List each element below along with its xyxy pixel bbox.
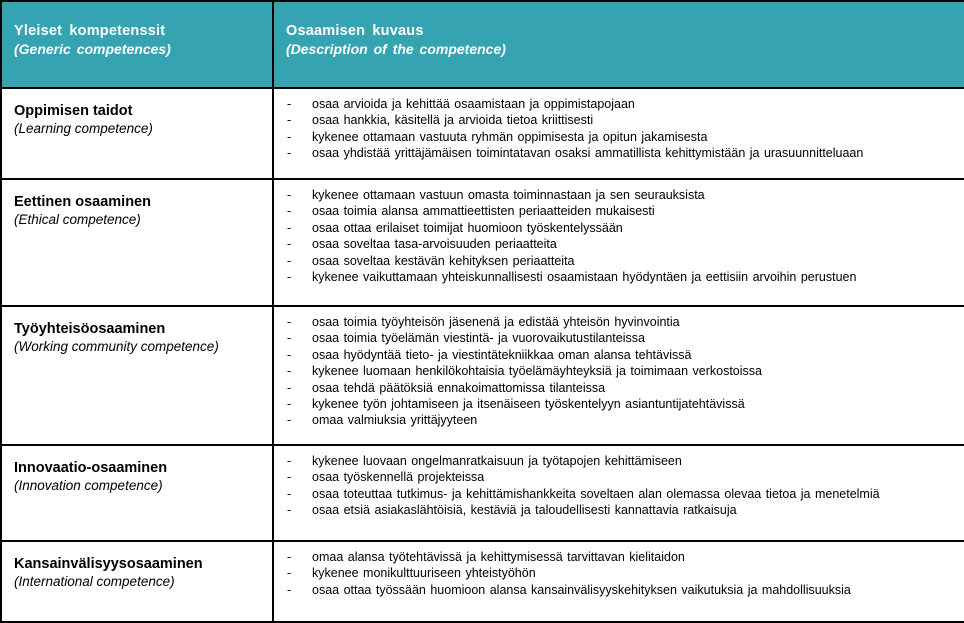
bullet-text: osaa toimia työyhteisön jäsenenä ja edistää yhteisön hyvinvointia	[312, 315, 680, 329]
competence-subtitle: (International competence)	[14, 574, 175, 589]
bullet-text: osaa hankkia, käsitellä ja arvioida tietoa kriittisesti	[312, 113, 594, 128]
bullet-dash: -	[287, 550, 292, 564]
bullet-item	[287, 582, 958, 598]
competence-title: Eettinen osaaminen	[14, 194, 151, 210]
bullet-dash: -	[287, 380, 292, 395]
bullet-item	[287, 363, 958, 379]
competence-subtitle: (Innovation competence)	[14, 478, 163, 493]
bullet-dash: -	[287, 253, 292, 268]
competence-subtitle: (Ethical competence)	[14, 212, 141, 227]
bullet-item	[287, 565, 958, 581]
bullet-text: osaa toimia alansa ammattieettisten periaatteiden mukaisesti	[312, 204, 655, 219]
bullet-dash: -	[287, 331, 292, 346]
competence-description-list	[287, 187, 958, 285]
competence-title: Innovaatio-osaaminen	[14, 460, 168, 476]
competence-description-list	[287, 314, 958, 429]
competence-row-innovation	[1, 445, 964, 541]
bullet-item	[287, 112, 958, 128]
bullet-text: kykenee monikulttuuriseen yhteistyöhön	[312, 566, 536, 581]
bullet-text: osaa toteuttaa tutkimus- ja kehittämishankkeita soveltaen alan olemassa olevaa tietoa ja menetelmiä	[312, 486, 880, 501]
table-header-row	[1, 1, 964, 88]
bullet-dash: -	[287, 315, 292, 329]
bullet-text: osaa hyödyntää tieto- ja viestintätekniikkaa oman alansa tehtävissä	[312, 347, 692, 362]
bullet-dash: -	[287, 270, 292, 285]
competence-row-international	[1, 541, 964, 622]
bullet-item	[287, 220, 958, 236]
competence-row-working-community	[1, 306, 964, 445]
bullet-item	[287, 145, 958, 161]
competence-title-cell	[1, 88, 273, 179]
competence-title-cell	[1, 541, 273, 622]
competence-description-list	[287, 453, 958, 519]
competence-title-cell	[1, 179, 273, 306]
bullet-text: osaa soveltaa tasa-arvoisuuden periaatteita	[312, 237, 557, 252]
bullet-item	[287, 187, 958, 203]
bullet-item	[287, 96, 958, 112]
bullet-text: kykenee luomaan henkilökohtaisia työelämäyhteyksiä ja toimimaan verkostoissa	[312, 364, 762, 379]
bullet-dash: -	[287, 220, 292, 235]
bullet-item	[287, 314, 958, 330]
bullet-item	[287, 380, 958, 396]
header-cell-generic-competences	[1, 1, 273, 88]
bullet-dash: -	[287, 566, 292, 581]
bullet-dash: -	[287, 188, 292, 202]
bullet-item	[287, 396, 958, 412]
competence-description-list	[287, 96, 958, 162]
header-subtitle-generic: (Generic competences)	[14, 41, 171, 57]
competence-subtitle: (Learning competence)	[14, 121, 153, 136]
competence-title: Kansainvälisyysosaaminen	[14, 556, 203, 572]
bullet-item	[287, 502, 958, 518]
bullet-dash: -	[287, 97, 292, 111]
bullet-item	[287, 549, 958, 565]
bullet-text: kykenee ottamaan vastuuta ryhmän oppimisesta ja opitun jakamisesta	[312, 129, 708, 144]
bullet-dash: -	[287, 470, 292, 485]
bullet-text: osaa ottaa erilaiset toimijat huomioon työskentelyssään	[312, 220, 623, 235]
bullet-item	[287, 269, 958, 285]
header-cell-description	[273, 1, 964, 88]
bullet-item	[287, 453, 958, 469]
bullet-text: osaa ottaa työssään huomioon alansa kansainvälisyyskehityksen vaikutuksia ja mahdollisuuksia	[312, 582, 851, 597]
bullet-dash: -	[287, 113, 292, 128]
bullet-text: osaa arvioida ja kehittää osaamistaan ja oppimistapojaan	[312, 97, 635, 111]
bullet-text: omaa alansa työtehtävissä ja kehittymisessä tarvittavan kielitaidon	[312, 550, 685, 564]
bullet-dash: -	[287, 582, 292, 597]
competence-description-list	[287, 549, 958, 598]
bullet-item	[287, 486, 958, 502]
bullet-dash: -	[287, 413, 292, 428]
bullet-dash: -	[287, 237, 292, 252]
bullet-dash: -	[287, 486, 292, 501]
bullet-text: osaa toimia työelämän viestintä- ja vuorovaikutustilanteissa	[312, 331, 645, 346]
bullet-item	[287, 203, 958, 219]
bullet-text: osaa soveltaa kestävän kehityksen periaatteita	[312, 253, 575, 268]
competence-title-cell	[1, 445, 273, 541]
bullet-text: omaa valmiuksia yrittäjyyteen	[312, 413, 478, 428]
bullet-item	[287, 347, 958, 363]
competence-title: Työyhteisöosaaminen	[14, 321, 166, 337]
competence-description-cell	[273, 306, 964, 445]
competence-row-ethical	[1, 179, 964, 306]
competence-subtitle: (Working community competence)	[14, 339, 219, 354]
bullet-text: kykenee ottamaan vastuun omasta toiminnastaan ja sen seurauksista	[312, 188, 705, 202]
bullet-text: kykenee työn johtamiseen ja itsenäiseen työskentelyyn asiantuntijatehtävissä	[312, 397, 745, 412]
bullet-dash: -	[287, 454, 292, 468]
bullet-dash: -	[287, 129, 292, 144]
bullet-dash: -	[287, 503, 292, 518]
bullet-dash: -	[287, 397, 292, 412]
competence-description-cell	[273, 541, 964, 622]
competence-description-cell	[273, 88, 964, 179]
competence-row-learning	[1, 88, 964, 179]
competence-description-cell	[273, 445, 964, 541]
header-title-generic: Yleiset kompetenssit	[14, 23, 166, 39]
bullet-item	[287, 253, 958, 269]
bullet-text: kykenee vaikuttamaan yhteiskunnallisesti osaamistaan hyödyntäen ja eettisiin arvoihin perustuen	[312, 270, 857, 285]
bullet-item	[287, 469, 958, 485]
bullet-text: osaa tehdä päätöksiä ennakoimattomissa tilanteissa	[312, 380, 606, 395]
competence-title: Oppimisen taidot	[14, 103, 133, 119]
competence-title-cell	[1, 306, 273, 445]
bullet-item	[287, 129, 958, 145]
header-title-description: Osaamisen kuvaus	[286, 23, 424, 39]
bullet-item	[287, 236, 958, 252]
bullet-text: osaa etsiä asiakaslähtöisiä, kestäviä ja taloudellisesti kannattavia ratkaisuja	[312, 503, 737, 518]
bullet-dash: -	[287, 347, 292, 362]
bullet-item	[287, 412, 958, 428]
bullet-text: kykenee luovaan ongelmanratkaisuun ja työtapojen kehittämiseen	[312, 454, 682, 468]
bullet-item	[287, 330, 958, 346]
bullet-dash: -	[287, 364, 292, 379]
bullet-dash: -	[287, 204, 292, 219]
bullet-dash: -	[287, 146, 292, 161]
header-subtitle-description: (Description of the competence)	[286, 41, 506, 57]
bullet-text: osaa työskennellä projekteissa	[312, 470, 485, 485]
competence-description-cell	[273, 179, 964, 306]
bullet-text: osaa yhdistää yrittäjämäisen toimintatavan osaksi ammatillista kehittymistään ja urasuunnitteluaan	[312, 146, 864, 161]
